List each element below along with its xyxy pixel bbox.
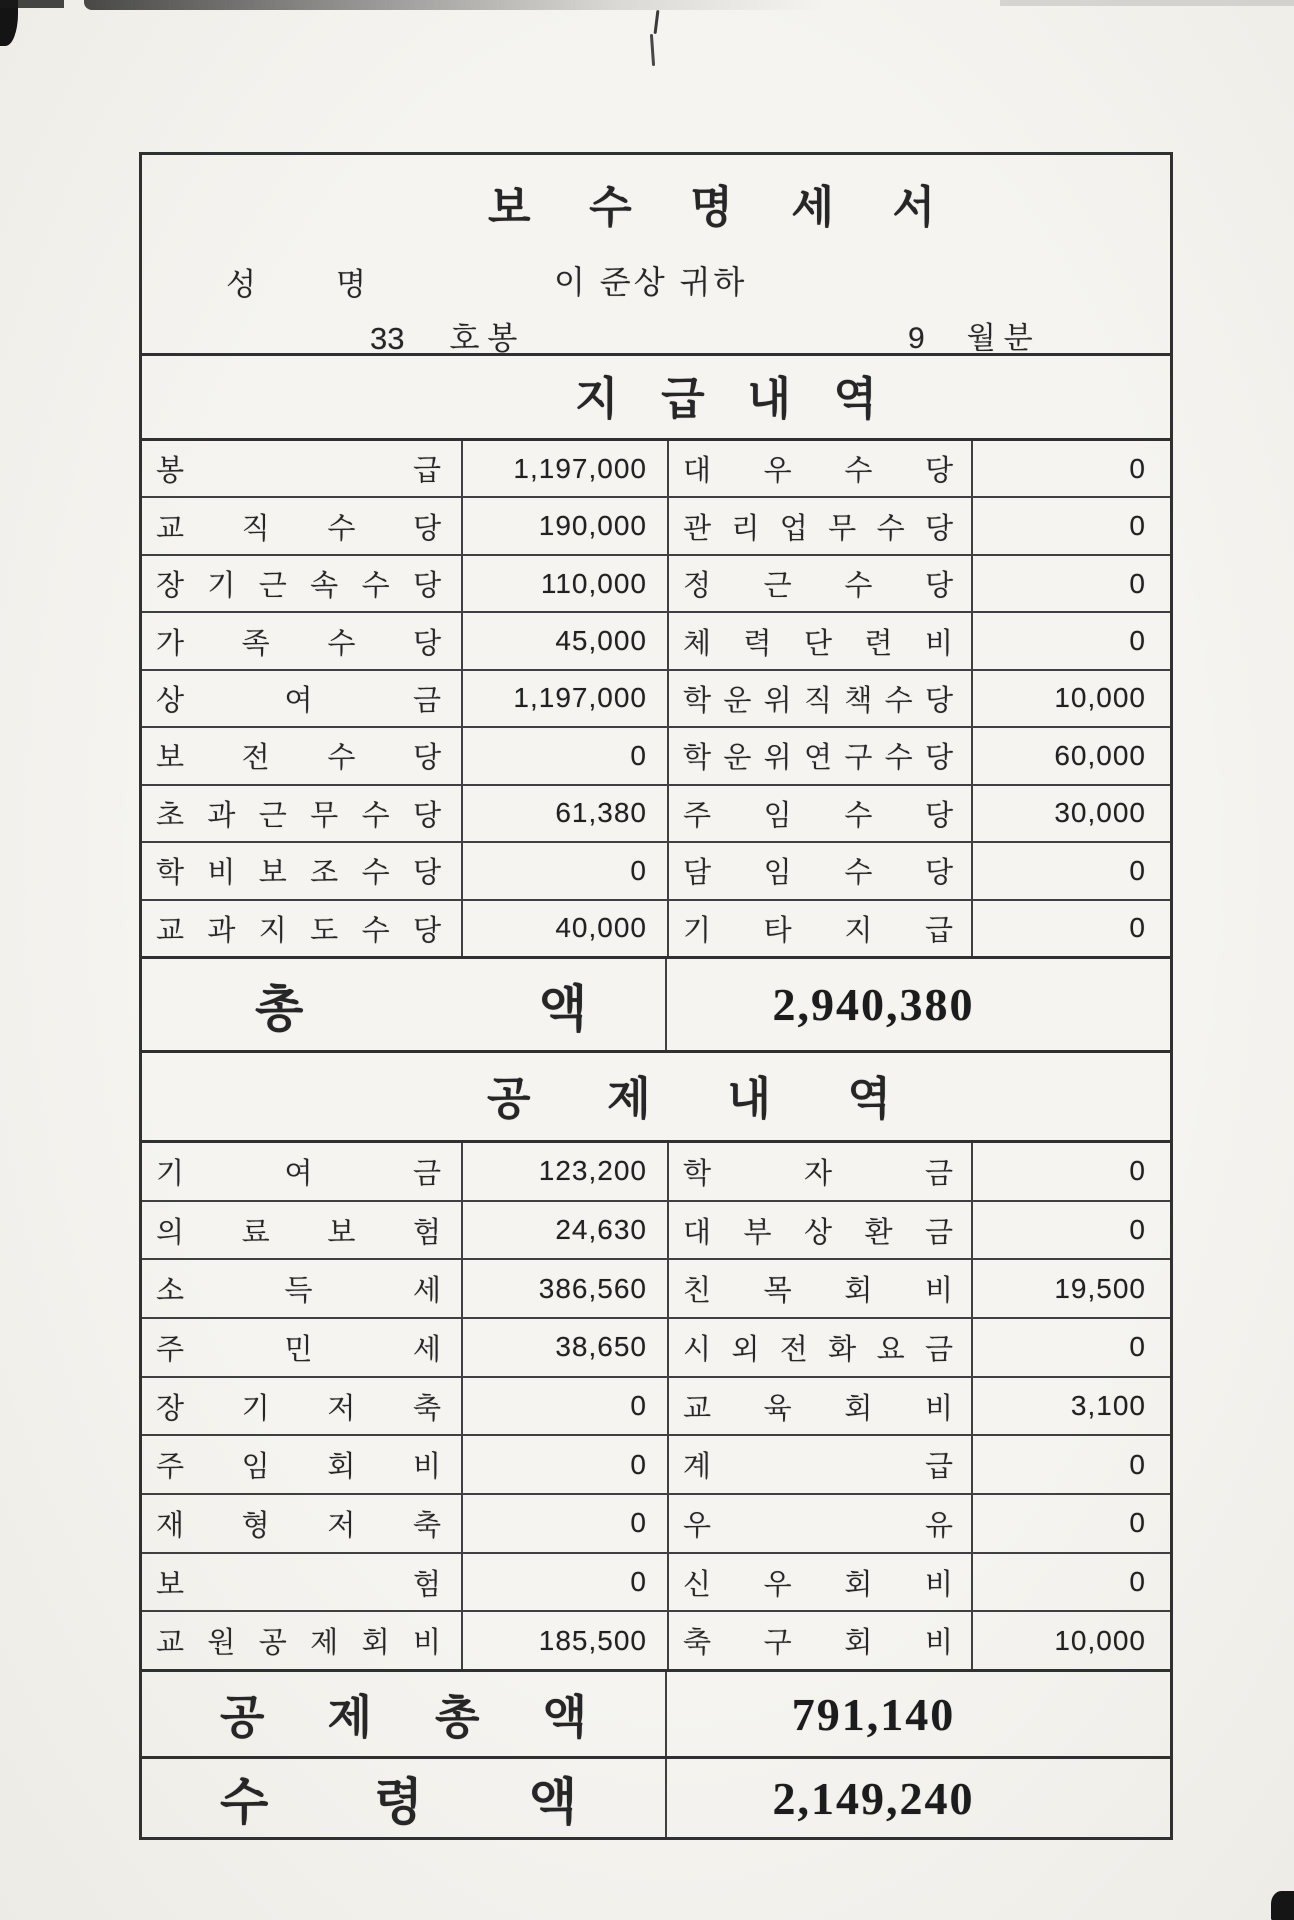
item-value: 190,000 <box>538 510 647 542</box>
table-row <box>142 784 1170 841</box>
table-row <box>142 496 1170 553</box>
item-value: 110,000 <box>540 567 647 599</box>
table-row <box>142 611 1170 668</box>
item-label: 보 험 <box>156 1568 441 1601</box>
item-label: 담 임 수 당 <box>683 857 953 890</box>
item-label: 장 기 저 축 <box>156 1392 441 1425</box>
item-label: 주 임 회 비 <box>156 1451 441 1484</box>
item-label: 상 여 금 <box>156 684 441 717</box>
item-label: 기 타 지 급 <box>683 914 953 947</box>
item-value: 0 <box>630 739 647 771</box>
item-value: 10,000 <box>1054 1624 1146 1656</box>
item-label: 의 료 보 험 <box>156 1216 441 1249</box>
table-row <box>142 1143 1170 1200</box>
item-label: 소 득 세 <box>156 1275 441 1308</box>
item-label: 초 과 근 무 수 당 <box>156 799 441 832</box>
item-label: 장 기 근 속 수 당 <box>156 570 441 603</box>
table-row <box>142 1610 1170 1669</box>
item-value: 0 <box>1129 854 1146 886</box>
item-value: 30,000 <box>1054 797 1146 829</box>
item-value: 19,500 <box>1054 1272 1146 1304</box>
table-row <box>142 554 1170 611</box>
item-label: 주 민 세 <box>156 1333 441 1366</box>
table-row <box>142 1376 1170 1435</box>
payment-section-title: 지 급 내 역 <box>575 373 877 424</box>
month-value: 9 <box>908 322 925 355</box>
item-value: 185,500 <box>538 1624 647 1656</box>
item-label: 교 과 지 도 수 당 <box>156 914 441 947</box>
item-value: 0 <box>1129 1507 1146 1539</box>
scan-artifact-corner-blob <box>0 0 18 46</box>
item-value: 0 <box>630 854 647 886</box>
item-value: 1,197,000 <box>513 682 647 714</box>
payment-total-value: 2,940,380 <box>772 979 975 1030</box>
salary-table <box>139 152 1173 1840</box>
item-value: 0 <box>1129 510 1146 542</box>
item-label: 축 구 회 비 <box>683 1627 953 1660</box>
table-row <box>142 1317 1170 1376</box>
table-row <box>142 1552 1170 1611</box>
scan-artifact-scratch <box>654 10 660 34</box>
item-value: 61,380 <box>555 797 647 829</box>
grade-line <box>370 313 525 358</box>
item-value: 10,000 <box>1054 682 1146 714</box>
deduction-section-title: 공 제 내 역 <box>487 1073 891 1124</box>
payment-total-row <box>142 956 1170 1050</box>
item-label: 정 근 수 당 <box>683 570 953 603</box>
item-label: 보 전 수 당 <box>156 742 441 775</box>
table-row <box>142 899 1170 956</box>
item-value: 0 <box>1129 625 1146 657</box>
item-value: 386,560 <box>538 1272 647 1304</box>
item-value: 0 <box>1129 1331 1146 1363</box>
item-value: 0 <box>630 1390 647 1422</box>
item-value: 60,000 <box>1054 739 1146 771</box>
item-label: 교 육 회 비 <box>683 1392 953 1425</box>
table-row <box>142 726 1170 783</box>
item-label: 학 비 보 조 수 당 <box>156 857 441 890</box>
item-label: 기 여 금 <box>156 1157 441 1190</box>
item-label: 계 급 <box>683 1451 953 1484</box>
net-pay-label: 수 령 액 <box>220 1774 577 1830</box>
grade-unit-label: 호봉 <box>449 321 526 356</box>
scan-artifact-scratch <box>650 34 655 66</box>
item-value: 0 <box>1129 452 1146 484</box>
table-row <box>142 1258 1170 1317</box>
item-value: 0 <box>630 1566 647 1598</box>
item-value: 0 <box>1129 1448 1146 1480</box>
deduction-grid <box>142 1140 1170 1669</box>
item-value: 0 <box>1129 912 1146 944</box>
scan-artifact-bottom-right <box>1271 1891 1294 1920</box>
item-value: 0 <box>1129 1155 1146 1187</box>
item-value: 45,000 <box>555 625 647 657</box>
table-row <box>142 441 1170 496</box>
net-pay-value: 2,149,240 <box>772 1772 975 1824</box>
month-line <box>908 313 1041 357</box>
scan-artifact-corner-blob <box>0 0 64 8</box>
item-value: 0 <box>1129 567 1146 599</box>
item-value: 0 <box>1129 1214 1146 1245</box>
grade-value: 33 <box>370 321 405 356</box>
deduction-total-label: 공 제 총 액 <box>220 1692 587 1743</box>
item-value: 0 <box>630 1448 647 1480</box>
item-label: 대 우 수 당 <box>683 455 953 488</box>
item-label: 가 족 수 당 <box>156 627 441 660</box>
item-value: 1,197,000 <box>513 452 647 484</box>
item-label: 교 직 수 당 <box>156 512 441 545</box>
item-value: 3,100 <box>1070 1390 1146 1422</box>
page-title: 보 수 명 세 서 <box>488 183 935 232</box>
month-unit-label: 월분 <box>966 322 1041 355</box>
item-value: 0 <box>630 1507 647 1539</box>
item-label: 주 임 수 당 <box>683 799 953 832</box>
item-value: 38,650 <box>555 1331 647 1363</box>
table-row <box>142 1200 1170 1259</box>
deduction-section-header <box>142 1050 1170 1140</box>
scan-artifact-top-edge <box>1000 0 1294 6</box>
net-pay-row <box>142 1756 1170 1837</box>
item-label: 교 원 공 제 회 비 <box>156 1627 441 1660</box>
item-label: 우 유 <box>683 1509 953 1542</box>
item-label: 신 우 회 비 <box>683 1568 953 1601</box>
item-label: 대 부 상 환 금 <box>683 1216 953 1249</box>
item-label: 시 외 전 화 요 금 <box>683 1333 953 1366</box>
item-label: 관 리 업 무 수 당 <box>683 512 953 545</box>
table-row <box>142 669 1170 726</box>
deduction-total-row <box>142 1669 1170 1756</box>
name-value: 이 준상 귀하 <box>554 264 748 300</box>
item-value: 24,630 <box>555 1214 647 1245</box>
item-label: 친 목 회 비 <box>683 1275 953 1308</box>
item-label: 봉 급 <box>156 455 441 488</box>
item-label: 체 력 단 련 비 <box>683 627 953 660</box>
name-label: 성 명 <box>226 267 366 302</box>
payment-section-header <box>142 353 1170 438</box>
deduction-total-value: 791,140 <box>791 1688 956 1740</box>
item-label: 재 형 저 축 <box>156 1509 441 1542</box>
payment-grid <box>142 438 1170 956</box>
payment-total-label: 총 액 <box>255 980 587 1037</box>
table-row <box>142 1434 1170 1493</box>
item-value: 123,200 <box>538 1155 647 1187</box>
item-label: 학 자 금 <box>683 1157 953 1190</box>
item-value: 40,000 <box>555 912 647 944</box>
scan-artifact-top-streak <box>84 0 824 10</box>
item-value: 0 <box>1129 1566 1146 1598</box>
item-label: 학 운 위 연 구 수 당 <box>683 742 953 775</box>
item-label: 학 운 위 직 책 수 당 <box>683 684 953 717</box>
header-section <box>142 155 1170 356</box>
table-row <box>142 1493 1170 1552</box>
table-row <box>142 841 1170 898</box>
